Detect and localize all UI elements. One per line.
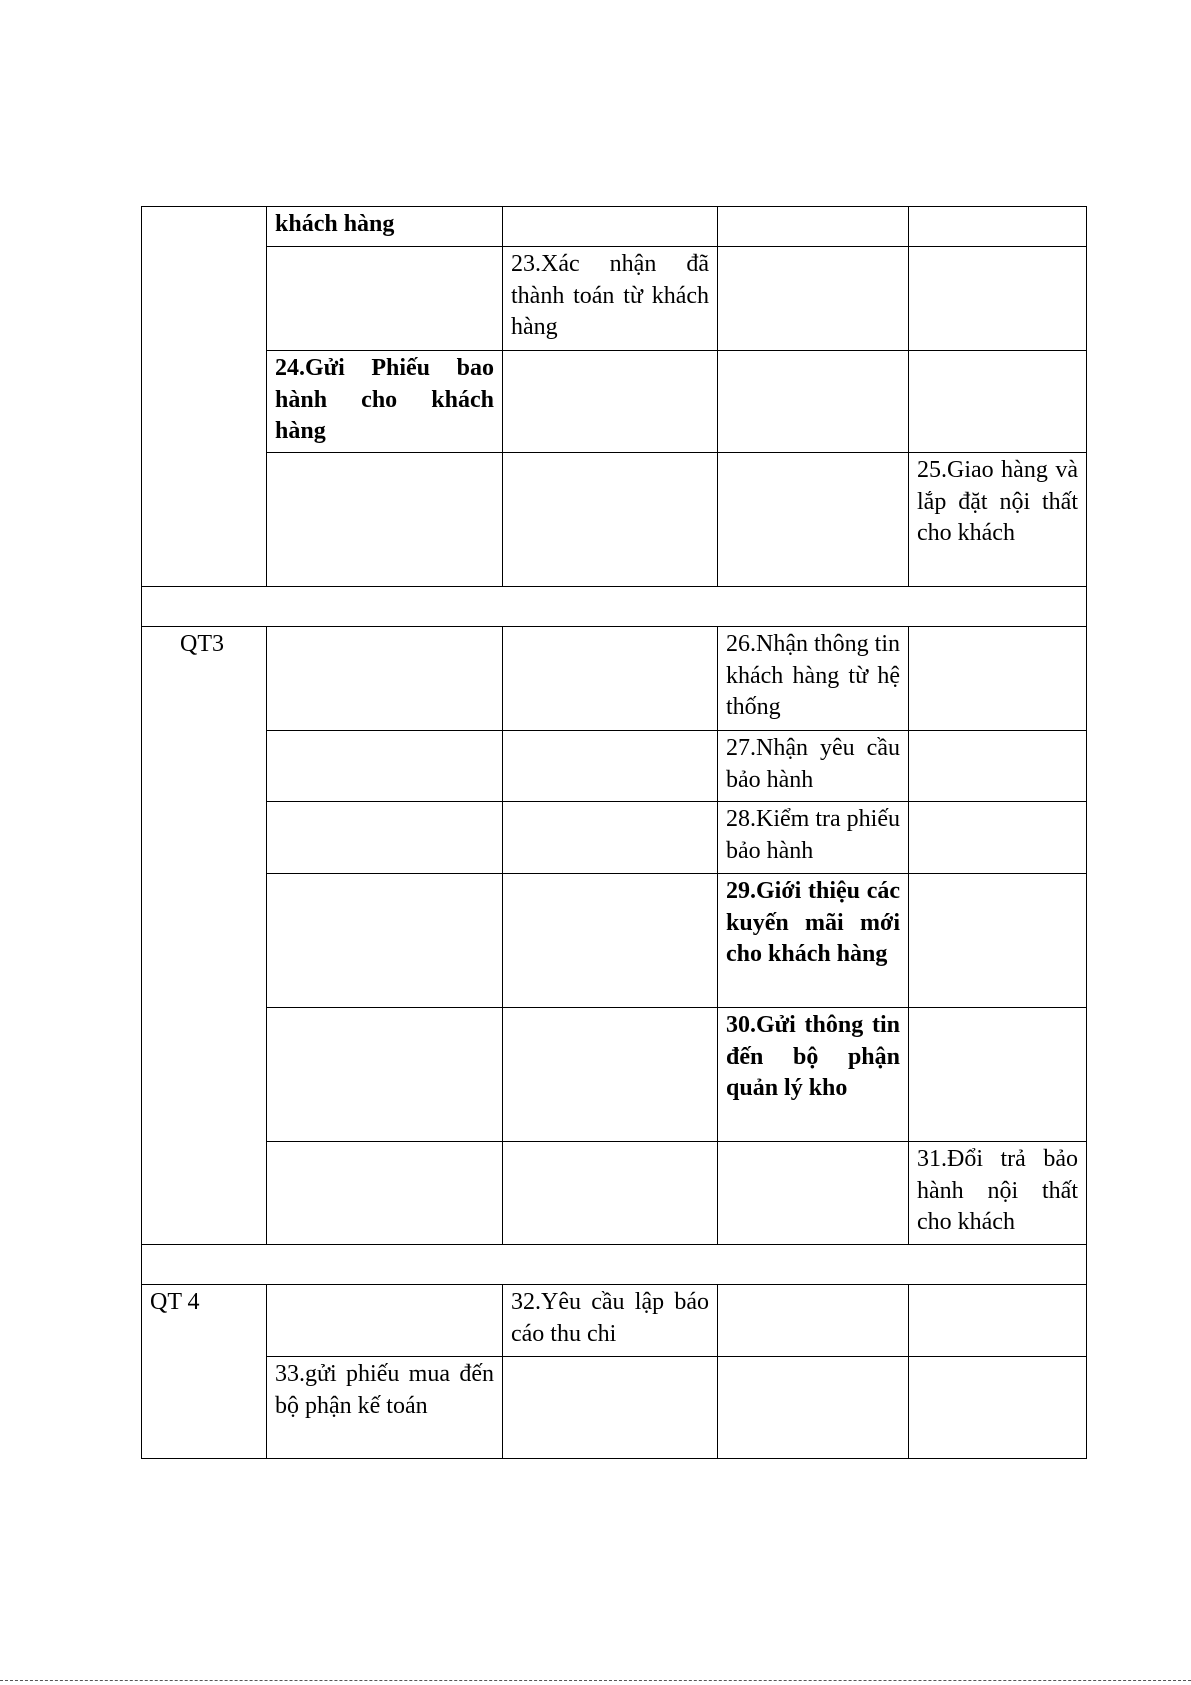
table-row bbox=[142, 247, 1087, 351]
table-row bbox=[142, 453, 1087, 587]
table-cell bbox=[718, 351, 909, 453]
separator-cell bbox=[142, 587, 1087, 627]
table-cell: 31.Đổi trả bảo hành nội thất cho khách bbox=[909, 1142, 1087, 1245]
table-cell bbox=[909, 874, 1087, 1008]
table-row bbox=[142, 207, 1087, 247]
table-cell bbox=[909, 731, 1087, 802]
table-row bbox=[142, 1285, 1087, 1357]
table-cell: 23.Xác nhận đã thành toán từ khách hàng bbox=[503, 247, 718, 351]
table-cell bbox=[267, 1142, 503, 1245]
table-cell bbox=[718, 1142, 909, 1245]
table-cell bbox=[909, 627, 1087, 731]
table-cell bbox=[718, 247, 909, 351]
table-cell: 33.gửi phiếu mua đến bộ phận kế toán bbox=[267, 1357, 503, 1459]
table-cell bbox=[503, 1142, 718, 1245]
table-cell bbox=[267, 731, 503, 802]
page-footer-divider bbox=[0, 1680, 1191, 1681]
table-cell bbox=[267, 802, 503, 874]
table-row bbox=[142, 627, 1087, 731]
table-cell: 26.Nhận thông tin khách hàng từ hệ thống bbox=[718, 627, 909, 731]
table-cell bbox=[718, 453, 909, 587]
table-cell: 30.Gửi thông tin đến bộ phận quản lý kho bbox=[718, 1008, 909, 1142]
table-cell bbox=[909, 351, 1087, 453]
table-cell bbox=[909, 1008, 1087, 1142]
table-cell bbox=[267, 1285, 503, 1357]
table-row bbox=[142, 731, 1087, 802]
table-row bbox=[142, 1357, 1087, 1459]
separator-row bbox=[142, 1245, 1087, 1285]
table-cell bbox=[503, 1357, 718, 1459]
table-cell bbox=[503, 802, 718, 874]
table-cell bbox=[503, 1008, 718, 1142]
table-cell bbox=[503, 351, 718, 453]
table-cell bbox=[267, 1008, 503, 1142]
table-cell bbox=[718, 207, 909, 247]
table-row bbox=[142, 874, 1087, 1008]
table-cell bbox=[909, 247, 1087, 351]
table-cell bbox=[267, 874, 503, 1008]
table-cell: khách hàng bbox=[267, 207, 503, 247]
table-cell: 25.Giao hàng và lắp đặt nội thất cho khách bbox=[909, 453, 1087, 587]
lane-cell bbox=[142, 207, 267, 587]
separator-row bbox=[142, 587, 1087, 627]
table-cell bbox=[503, 874, 718, 1008]
table-row bbox=[142, 802, 1087, 874]
table-cell bbox=[909, 1285, 1087, 1357]
table-cell bbox=[909, 207, 1087, 247]
lane-cell: QT3 bbox=[142, 627, 267, 1245]
table-row bbox=[142, 1008, 1087, 1142]
table-cell bbox=[267, 247, 503, 351]
table-cell bbox=[503, 731, 718, 802]
table-row bbox=[142, 351, 1087, 453]
lane-cell: QT 4 bbox=[142, 1285, 267, 1459]
table-cell bbox=[909, 802, 1087, 874]
table-cell bbox=[718, 1357, 909, 1459]
table-cell: 28.Kiểm tra phiếu bảo hành bbox=[718, 802, 909, 874]
table-cell: 29.Giới thiệu các kuyến mãi mới cho khách hàng bbox=[718, 874, 909, 1008]
table-cell: 27.Nhận yêu cầu bảo hành bbox=[718, 731, 909, 802]
table-cell bbox=[267, 627, 503, 731]
table-cell: 32.Yêu cầu lập báo cáo thu chi bbox=[503, 1285, 718, 1357]
process-table bbox=[141, 206, 1087, 1459]
table-cell bbox=[503, 207, 718, 247]
separator-cell bbox=[142, 1245, 1087, 1285]
table-cell bbox=[718, 1285, 909, 1357]
table-cell bbox=[503, 453, 718, 587]
table-cell bbox=[267, 453, 503, 587]
table-cell bbox=[909, 1357, 1087, 1459]
table-row bbox=[142, 1142, 1087, 1245]
table-cell: 24.Gửi Phiếu bao hành cho khách hàng bbox=[267, 351, 503, 453]
table-cell bbox=[503, 627, 718, 731]
